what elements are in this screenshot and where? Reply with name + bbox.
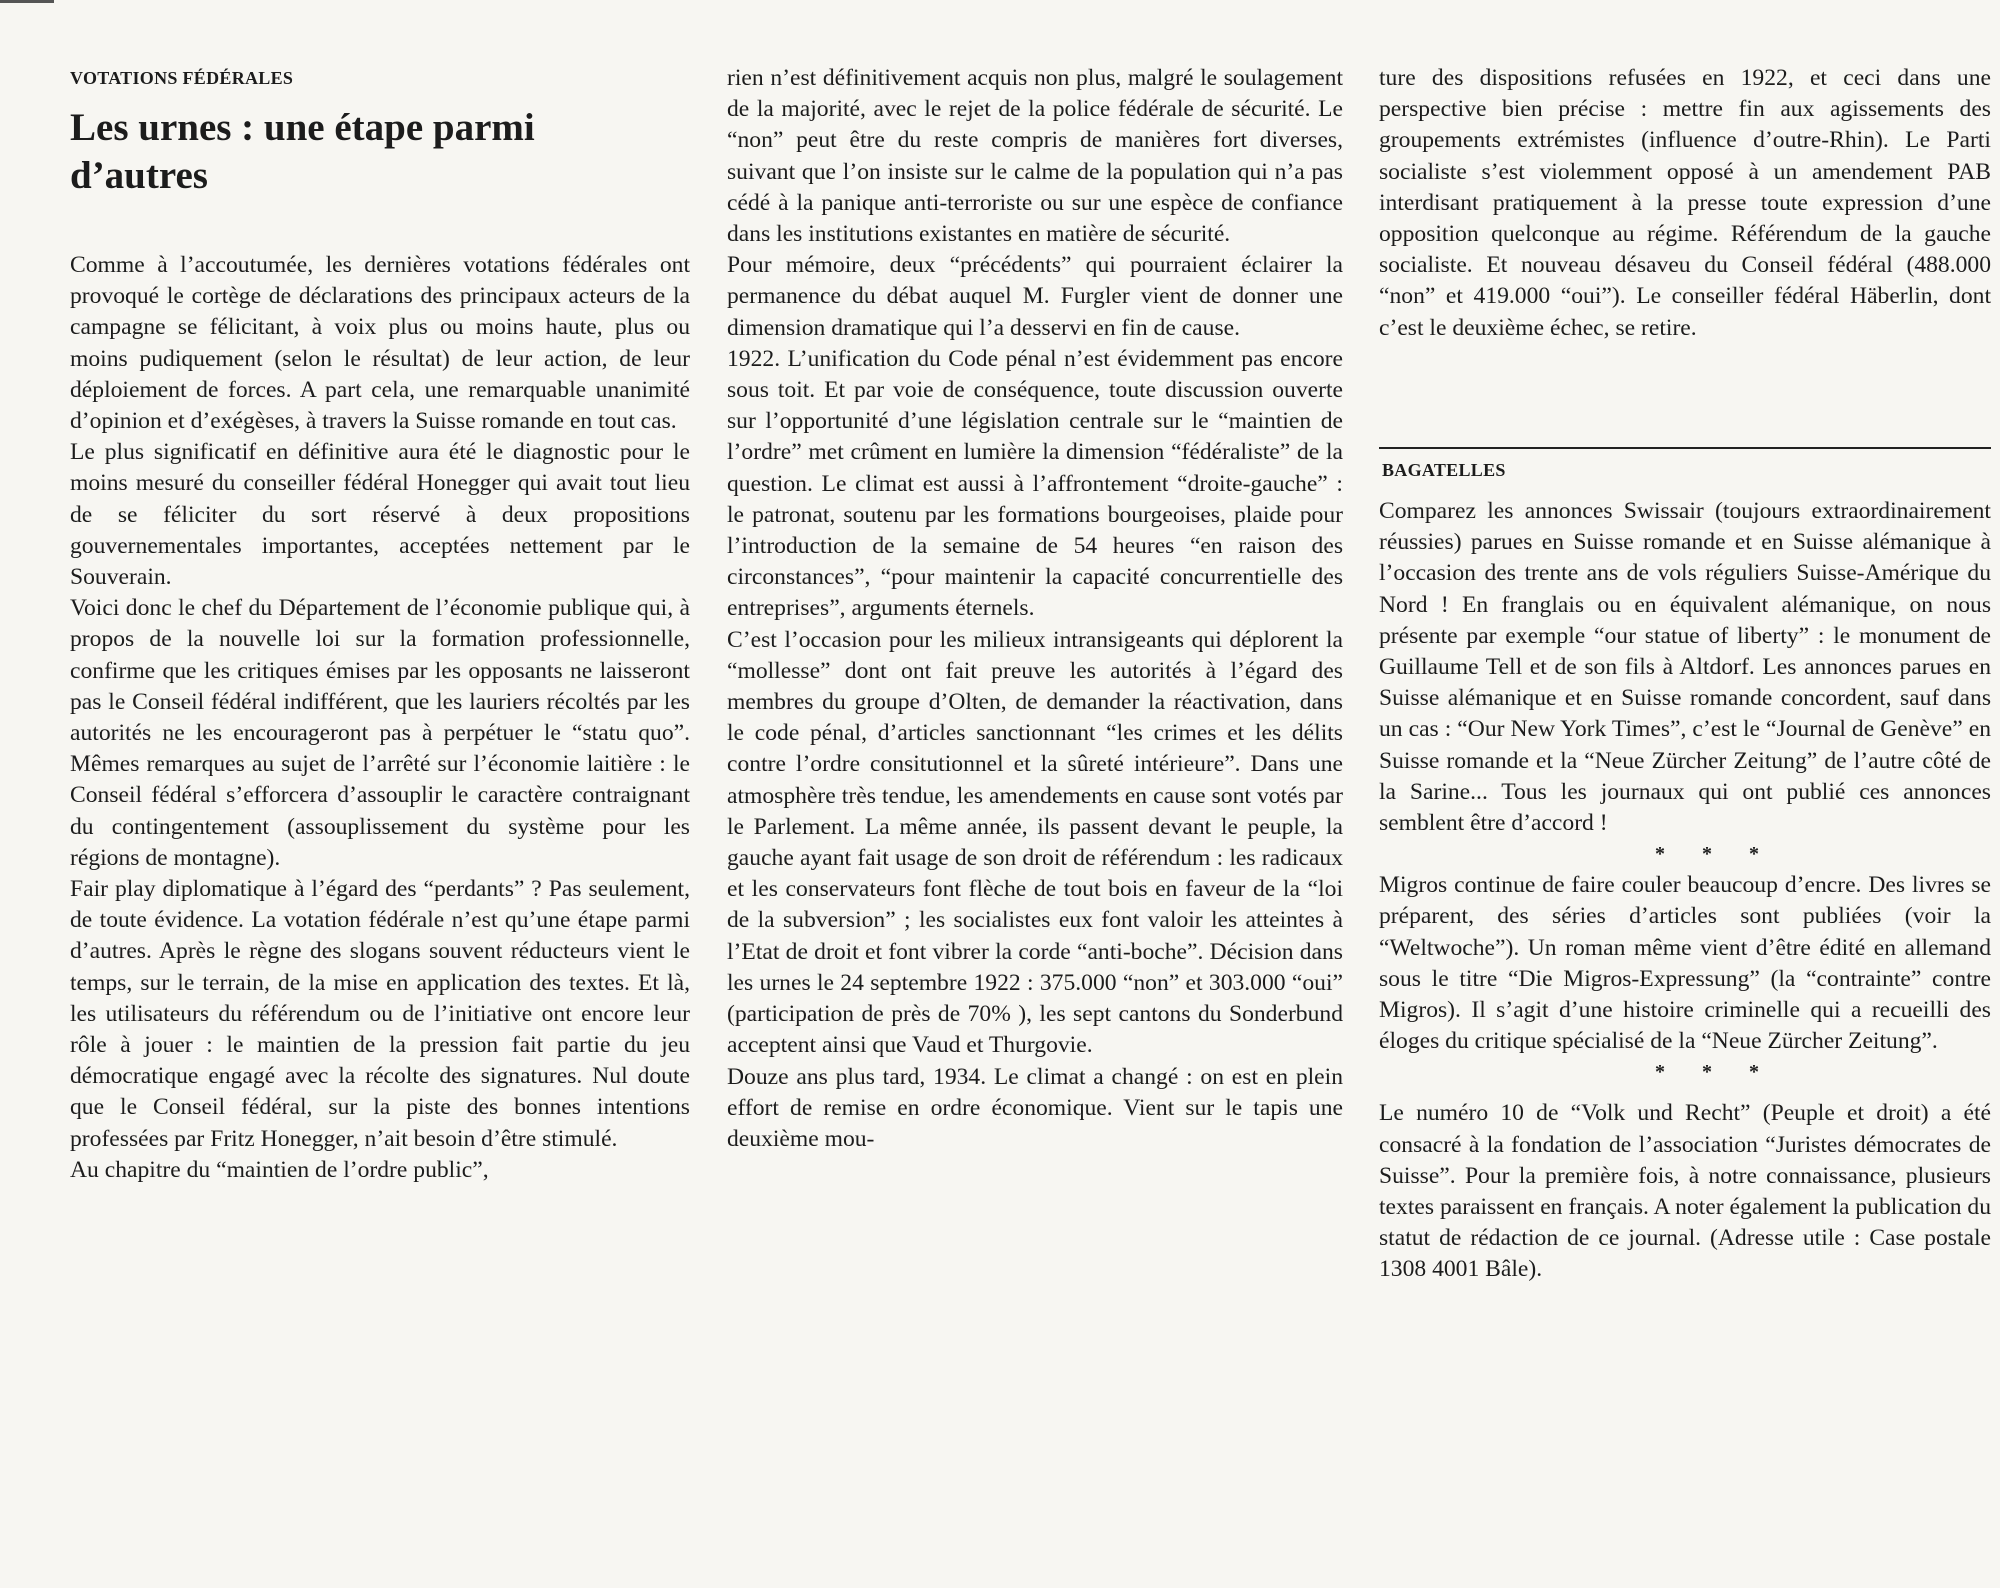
paragraph: Douze ans plus tard, 1934. Le climat a changé : on est en plein effort de remise en ordre économique. Vient sur le tapis une deuxième mou- <box>727 1063 1343 1152</box>
asterism-separator: * * * <box>1655 843 1775 866</box>
paragraph: Pour mémoire, deux “précédents” qui pourraient éclairer la permanence du débat auquel M. Furgler vient de donner une dimension dramatique qui l’a desservi en fin de cause. <box>727 252 1343 341</box>
article-column-1 <box>70 0 690 1588</box>
asterism-separator: * * * <box>1655 1061 1775 1084</box>
paragraph: Comme à l’accoutumée, les dernières votations fédérales ont provoqué le cortège de déclarations des principaux acteurs de la campagne se félicitant, à voix plus ou moins haute, plus ou moins pudiquement (selon le résultat) de leur action, de leur déploiement de forces. A part cela, une remarquable unanimité d’opinion et d’exégèses, à travers la Suisse romande en tout cas. <box>70 252 690 435</box>
paragraph: ture des dispositions refusées en 1922, et ceci dans une perspective bien précise : mettre fin aux agissements des groupements extrémistes (influence d’outre-Rhin). Le Parti socialiste s’est violemment opposé à un amendement PAB interdisant pratiquement à la presse toute expression d’une opposition quelconque au régime. Référendum de la gauche socialiste. Et nouveau désaveu du Conseil fédéral (488.000 “non” et 419.000 “oui”). Le conseiller fédéral Häberlin, dont c’est le deuxième échec, se retire. <box>1379 65 1991 341</box>
section-divider <box>1379 447 1991 449</box>
column-3-body <box>1379 63 1991 344</box>
bagatelles-item: Migros continue de faire couler beaucoup d’encre. Des livres se préparent, des séries d’articles sont publiées (voir la “Weltwoche”). Un roman même vient d’être édité en allemand sous le titre “Die Migros-Expressung” (la “contrainte” contre Migros). Il s’agit d’une histoire criminelle qui a recueilli des éloges du critique spécialisé de la “Neue Zürcher Zeitung”. <box>1379 872 1991 1055</box>
paragraph: 1922. L’unification du Code pénal n’est évidemment pas encore sous toit. Et par voie de conséquence, toute discussion ouverte sur l’opportunité d’une législation centrale sur le “maintien de l’ordre” met crûment en lumière la dimension “fédéraliste” de la question. Le climat est aussi à l’affrontement “droite-gauche” : le patronat, soutenu par les formations bourgeoises, plaide pour l’introduction de la semaine de 54 heures “en raison des circonstances”, “pour maintenir la capacité concurrentielle des entreprises”, arguments éternels. <box>727 345 1343 622</box>
paragraph: Fair play diplomatique à l’égard des “perdants” ? Pas seulement, de toute évidence. La votation fédérale n’est qu’une étape parmi d’autres. Après le règne des slogans souvent réducteurs vient le temps, sur le terrain, de la mise en application des textes. Et là, les utilisateurs du référendum ou de l’initiative ont encore leur rôle à jouer : le maintien de la pression fait partie du jeu démocratique engagé avec la récolte des signatures. Nul doute que le Conseil fédéral, sur la piste des bonnes intentions professées par Fritz Honegger, n’ait besoin d’être stimulé. <box>70 876 690 1152</box>
paragraph: Au chapitre du “maintien de l’ordre public”, <box>70 1156 489 1183</box>
article-headline: Les urnes : une étape parmi d’autres <box>70 106 535 197</box>
paragraph: C’est l’occasion pour les milieux intransigeants qui déplorent la “mollesse” dont ont fait preuve les autorités à l’égard des membres du groupe d’Olten, de demander la réactivation, dans le code pénal, d’articles sanctionnant “les crimes et les délits contre l’ordre consitutionnel et la sûreté intérieure”. Dans une atmosphère très tendue, les amendements en cause sont votés par le Parlement. La même année, ils passent devant le peuple, la gauche ayant fait usage de son droit de référendum : les radicaux et les conservateurs font flèche de tout bois en faveur de la “loi de la subversion” ; les socialistes eux font valoir les atteintes à l’Etat de droit et font vibrer la corde “anti-boche”. Décision dans les urnes le 24 septembre 1922 : 375.000 “non” et 303.000 “oui” (participation de près de 70% ), les sept cantons du Sonderbund acceptent ainsi que Vaud et Thurgovie. <box>727 626 1343 1059</box>
section-kicker: VOTATIONS FÉDÉRALES <box>70 68 294 88</box>
article-column-2 <box>727 0 1343 1588</box>
page-corner-mark <box>0 0 54 3</box>
bagatelles-item: Le numéro 10 de “Volk und Recht” (Peuple et droit) a été consacré à la fondation de l’association “Juristes démocrates de Suisse”. Pour la première fois, à notre connaissance, plusieurs textes paraissent en français. A noter également la publication du statut de rédaction de ce journal. (Adresse utile : Case postale 1308 4001 Bâle). <box>1379 1100 1991 1283</box>
column-1-body <box>70 250 690 1186</box>
bagatelles-heading: BAGATELLES <box>1382 460 1506 480</box>
bagatelles-item: Comparez les annonces Swissair (toujours extraordinairement réussies) parues en Suisse romande et en Suisse alémanique à l’occasion des trente ans de vols réguliers Suisse-Amérique du Nord ! En franglais ou en équivalent alémanique, on nous présente par exemple “our statue of liberty” : le monument de Guillaume Tell et de son fils à Altdorf. Les annonces parues en Suisse alémanique et en Suisse romande concordent, sauf dans un cas : “Our New York Times”, c’est le “Journal de Genève” en Suisse romande et la “Neue Zürcher Zeitung” de l’autre côté de la Sarine... Tous les journaux qui ont publié ces annonces semblent être d’accord ! <box>1379 498 1991 837</box>
column-2-body <box>727 63 1343 1155</box>
paragraph: rien n’est définitivement acquis non plus, malgré le soulagement de la majorité, avec le rejet de la police fédérale de sécurité. Le “non” peut être du reste compris de manières fort diverses, suivant que l’on insiste sur le calme de la population qui n’a pas cédé à la panique anti-terroriste ou sur une espèce de confiance dans les institutions existantes en matière de sécurité. <box>727 65 1343 248</box>
bagatelles-body <box>1379 496 1991 1286</box>
paragraph: Le plus significatif en définitive aura été le diagnostic pour le moins mesuré du conseiller fédéral Honegger qui avait tout lieu de se féliciter du sort réservé à deux propositions gouvernementales importantes, acceptées nettement par le Souverain. <box>70 439 690 591</box>
article-column-3 <box>1379 0 1991 1588</box>
paragraph: Voici donc le chef du Département de l’économie publique qui, à propos de la nouvelle loi sur la formation professionnelle, confirme que les critiques émises par les opposants ne laisseront pas le Conseil fédéral indifférent, que les lauriers récoltés par les autorités ne les encourageront pas à perpétuer le “statu quo”. Mêmes remarques au sujet de l’arrêté sur l’économie laitière : le Conseil fédéral s’efforcera d’assouplir le caractère contraignant du contingentement (assouplissement du système pour les régions de montagne). <box>70 595 690 871</box>
